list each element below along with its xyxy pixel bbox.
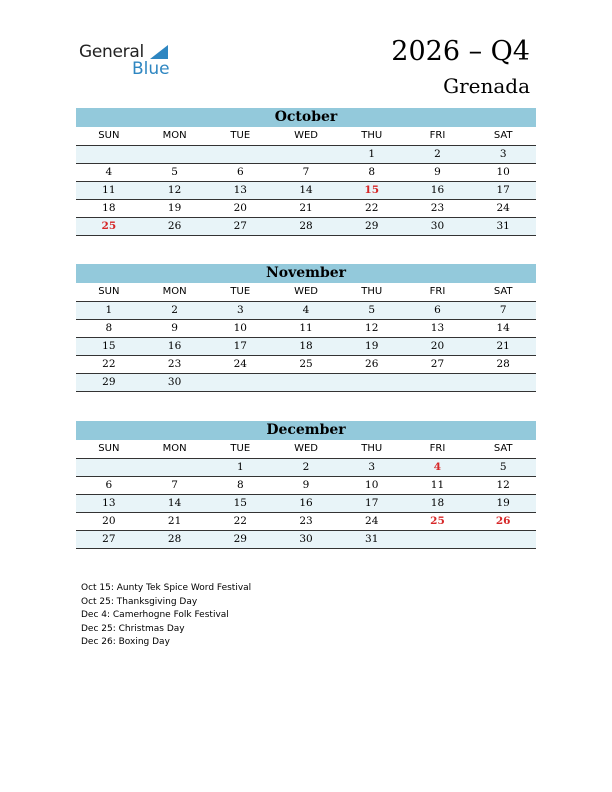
calendar-date: 14: [167, 497, 182, 509]
holiday-date: 4: [433, 461, 442, 473]
calendar-date: 26: [365, 358, 379, 370]
week-row: [76, 320, 536, 338]
holiday-note: Oct 15: Aunty Tek Spice Word Festival: [81, 583, 252, 593]
calendar-date: 8: [236, 479, 244, 491]
calendar-date: [273, 146, 339, 163]
calendar-date: 24: [365, 515, 379, 527]
calendar-date: 13: [102, 497, 116, 509]
calendar-date: 31: [365, 533, 379, 545]
calendar-date: 18: [430, 497, 445, 509]
calendar-date: 21: [496, 340, 510, 352]
calendar-date: 19: [167, 202, 182, 214]
calendar-date: [405, 531, 471, 548]
calendar-date: 5: [368, 304, 376, 316]
week-row: [76, 356, 536, 374]
month-title: November: [76, 264, 536, 283]
weekday-label: SUN: [98, 286, 120, 297]
brand-blue: Blue: [132, 59, 170, 79]
calendar-date: 9: [434, 166, 441, 178]
calendar-date: 26: [167, 220, 182, 232]
weekday-label: TUE: [230, 286, 251, 297]
calendar-date: 3: [499, 148, 507, 160]
week-row: [76, 302, 536, 320]
calendar-date: 20: [102, 515, 116, 527]
holiday-date: 26: [495, 515, 511, 527]
calendar-date: 27: [102, 533, 116, 545]
month-october: [76, 108, 536, 236]
weekday-header-row: [76, 283, 536, 302]
calendar-date: 13: [233, 184, 247, 196]
calendar-date: 28: [496, 358, 510, 370]
weekday-label: THU: [361, 130, 383, 141]
calendar-date: [207, 374, 273, 391]
calendar-date: 11: [299, 322, 313, 334]
week-row: [76, 146, 536, 164]
calendar-date: 2: [171, 304, 178, 316]
holiday-notes: [81, 582, 251, 650]
weekday-label: MON: [162, 130, 187, 141]
month-title: October: [76, 108, 536, 127]
calendar-date: 24: [233, 358, 247, 370]
weekday-label: THU: [361, 443, 383, 454]
calendar-date: 15: [102, 340, 116, 352]
calendar-date: 29: [102, 376, 116, 388]
calendar-date: 5: [171, 166, 178, 178]
calendar-date: 22: [102, 358, 116, 370]
calendar-date: 17: [496, 184, 510, 196]
month-november: [76, 264, 536, 392]
weekday-label: TUE: [230, 130, 251, 141]
calendar-date: 28: [299, 220, 313, 232]
weekday-label: WED: [294, 443, 318, 454]
weekday-label: SUN: [98, 130, 120, 141]
calendar-date: 19: [365, 340, 379, 352]
calendar-date: 3: [236, 304, 244, 316]
calendar-date: 16: [430, 184, 445, 196]
country-name: Grenada: [443, 74, 530, 98]
calendar-date: 12: [365, 322, 379, 334]
calendar-date: 23: [430, 202, 445, 214]
calendar-date: 27: [430, 358, 445, 370]
calendar-date: 7: [171, 479, 178, 491]
calendar-date: 4: [105, 166, 113, 178]
calendar-date: 17: [233, 340, 247, 352]
calendar-date: [207, 146, 273, 163]
calendar-date: 28: [167, 533, 182, 545]
calendar-date: 27: [233, 220, 247, 232]
calendar-date: 22: [233, 515, 247, 527]
calendar-date: 18: [102, 202, 116, 214]
logo-triangle-icon: [150, 45, 168, 59]
calendar-date: 13: [430, 322, 445, 334]
week-row: [76, 200, 536, 218]
calendar-date: 11: [102, 184, 116, 196]
week-row: [76, 495, 536, 513]
calendar-date: 10: [365, 479, 379, 491]
weekday-header-row: [76, 127, 536, 146]
week-row: [76, 459, 536, 477]
holiday-date: 25: [430, 515, 445, 527]
calendar-date: 2: [302, 461, 310, 473]
calendar-date: 18: [299, 340, 313, 352]
calendar-date: 20: [233, 202, 247, 214]
calendar-date: [470, 531, 536, 548]
calendar-date: 19: [496, 497, 510, 509]
weekday-label: TUE: [230, 443, 251, 454]
calendar-date: 6: [434, 304, 441, 316]
calendar-date: 10: [496, 166, 510, 178]
holiday-note: Dec 4: Camerhogne Folk Festival: [81, 610, 229, 620]
weekday-label: WED: [294, 130, 318, 141]
calendar-date: 9: [171, 322, 178, 334]
calendar-date: [273, 374, 339, 391]
calendar-date: 29: [233, 533, 247, 545]
calendar-date: 2: [434, 148, 441, 160]
calendar-date: 12: [496, 479, 510, 491]
calendar-date: 22: [365, 202, 379, 214]
week-row: [76, 164, 536, 182]
calendar-date: 30: [167, 376, 182, 388]
calendar-date: 30: [430, 220, 445, 232]
calendar-date: 4: [302, 304, 310, 316]
weekday-label: SAT: [493, 286, 513, 297]
calendar-date: 10: [233, 322, 247, 334]
weekday-label: FRI: [429, 286, 446, 297]
calendar-date: 17: [365, 497, 379, 509]
calendar-date: 1: [105, 304, 113, 316]
weekday-label: MON: [162, 286, 187, 297]
calendar-date: 15: [233, 497, 247, 509]
calendar-date: 29: [365, 220, 379, 232]
calendar-date: 16: [167, 340, 182, 352]
calendar-date: [142, 459, 208, 476]
calendar-date: 20: [430, 340, 445, 352]
calendar-date: 6: [105, 479, 113, 491]
weekday-header-row: [76, 440, 536, 459]
page-title: 2026 – Q4: [391, 36, 530, 67]
weekday-label: MON: [162, 443, 187, 454]
calendar-date: [76, 146, 142, 163]
calendar-date: 7: [302, 166, 310, 178]
week-row: [76, 531, 536, 549]
calendar-date: 31: [496, 220, 510, 232]
calendar-date: 23: [299, 515, 313, 527]
holiday-date: 15: [364, 184, 380, 196]
calendar-date: 6: [236, 166, 244, 178]
month-december: [76, 421, 536, 549]
calendar-date: 3: [368, 461, 376, 473]
calendar-date: 5: [499, 461, 507, 473]
week-row: [76, 513, 536, 531]
calendar-date: 12: [167, 184, 182, 196]
calendar-date: 30: [299, 533, 313, 545]
week-row: [76, 374, 536, 392]
weekday-label: SUN: [98, 443, 120, 454]
calendar-date: [76, 459, 142, 476]
weekday-label: WED: [294, 286, 318, 297]
calendar-date: 25: [299, 358, 313, 370]
calendar-date: 21: [167, 515, 182, 527]
calendar-date: 7: [499, 304, 507, 316]
calendar-date: [142, 146, 208, 163]
calendar-date: 14: [496, 322, 510, 334]
brand-logo: [79, 42, 170, 79]
weekday-label: THU: [361, 286, 383, 297]
calendar-date: 21: [299, 202, 313, 214]
calendar-date: 8: [368, 166, 376, 178]
calendar-date: 16: [299, 497, 313, 509]
calendar-date: [405, 374, 471, 391]
weekday-label: FRI: [429, 443, 446, 454]
weekday-label: SAT: [493, 443, 513, 454]
brand-general: General: [79, 42, 144, 62]
holiday-date: 25: [101, 220, 117, 232]
calendar-date: 1: [236, 461, 244, 473]
holiday-note: Dec 25: Christmas Day: [81, 623, 185, 634]
week-row: [76, 182, 536, 200]
holiday-note: Oct 25: Thanksgiving Day: [81, 596, 198, 607]
calendar-date: 23: [167, 358, 182, 370]
week-row: [76, 338, 536, 356]
calendar-date: 1: [368, 148, 376, 160]
calendar-date: 9: [302, 479, 310, 491]
calendar-date: 24: [496, 202, 510, 214]
calendar-date: 11: [430, 479, 445, 491]
calendar-date: 8: [105, 322, 113, 334]
holiday-note: Dec 26: Boxing Day: [81, 637, 170, 647]
week-row: [76, 477, 536, 495]
weekday-label: SAT: [493, 130, 513, 141]
month-title: December: [76, 421, 536, 440]
week-row: [76, 218, 536, 236]
weekday-label: FRI: [429, 130, 446, 141]
calendar-date: [339, 374, 405, 391]
calendar-date: [470, 374, 536, 391]
calendar-date: 14: [299, 184, 313, 196]
